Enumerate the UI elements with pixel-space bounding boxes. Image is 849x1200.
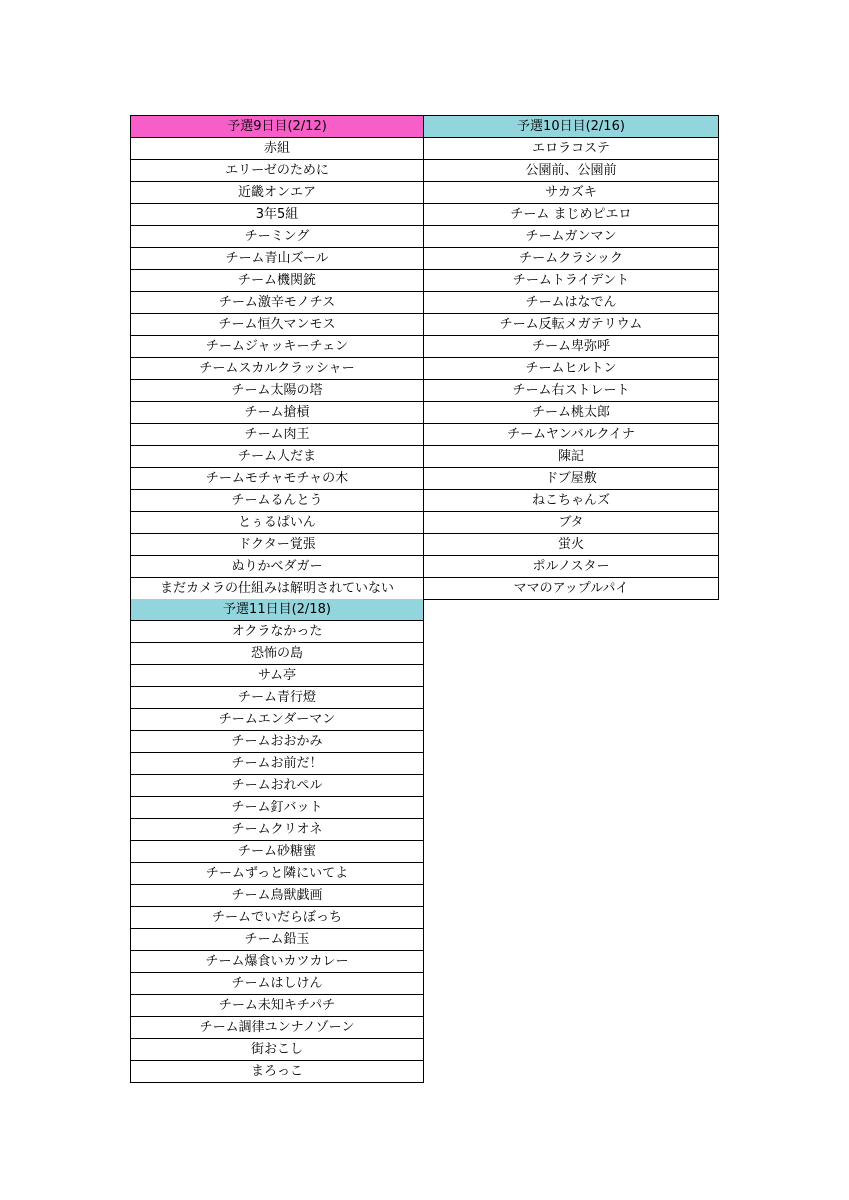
table-row xyxy=(424,468,719,490)
table-row xyxy=(131,182,424,204)
table-row xyxy=(424,358,719,380)
day9-table xyxy=(130,115,424,600)
table-row xyxy=(424,512,719,534)
team-name-cell: オクラなかった xyxy=(131,621,424,643)
table-row xyxy=(424,402,719,424)
team-name-cell: サカズキ xyxy=(424,182,719,204)
team-name-cell: チーム右ストレート xyxy=(424,380,719,402)
team-name-cell: ドブ屋敷 xyxy=(424,468,719,490)
table-row xyxy=(131,643,424,665)
team-name-cell: ドクター覚張 xyxy=(131,534,424,556)
table-row xyxy=(131,665,424,687)
table-row xyxy=(131,731,424,753)
team-name-cell: 蛍火 xyxy=(424,534,719,556)
team-name-cell: チームはなでん xyxy=(424,292,719,314)
table-row xyxy=(424,534,719,556)
team-name-cell: ブタ xyxy=(424,512,719,534)
team-name-cell: チーミング xyxy=(131,226,424,248)
table-row xyxy=(131,1017,424,1039)
team-name-cell: とぅるぱいん xyxy=(131,512,424,534)
team-name-cell: チームクラシック xyxy=(424,248,719,270)
team-name-cell: チームおれペル xyxy=(131,775,424,797)
team-name-cell: チーム鳥獣戯画 xyxy=(131,885,424,907)
day11-header: 予選11日目(2/18) xyxy=(131,599,424,621)
table-row xyxy=(131,687,424,709)
team-name-cell: チームモチャモチャの木 xyxy=(131,468,424,490)
table-row xyxy=(131,468,424,490)
team-name-cell: 3年5組 xyxy=(131,204,424,226)
team-name-cell: チーム搶槓 xyxy=(131,402,424,424)
table-row xyxy=(131,138,424,160)
day10-table xyxy=(424,115,719,600)
table-row xyxy=(131,226,424,248)
table-row xyxy=(131,907,424,929)
team-name-cell: チーム青行燈 xyxy=(131,687,424,709)
table-row xyxy=(131,973,424,995)
table-row xyxy=(131,424,424,446)
table-row xyxy=(131,292,424,314)
table-row xyxy=(424,578,719,600)
table-row xyxy=(424,292,719,314)
team-name-cell: ポルノスター xyxy=(424,556,719,578)
team-name-cell: チームガンマン xyxy=(424,226,719,248)
table-row xyxy=(131,863,424,885)
team-name-cell: チーム反転メガテリウム xyxy=(424,314,719,336)
team-name-cell: チームエンダーマン xyxy=(131,709,424,731)
team-name-cell: チーム桃太郎 xyxy=(424,402,719,424)
day11-table xyxy=(130,599,424,1083)
team-name-cell: チームはしけん xyxy=(131,973,424,995)
day10-team-list xyxy=(424,138,719,600)
team-name-cell: チーム調律ユンナノゾーン xyxy=(131,1017,424,1039)
table-row xyxy=(424,138,719,160)
table-row xyxy=(131,380,424,402)
table-row xyxy=(131,709,424,731)
table-row xyxy=(131,490,424,512)
table-row xyxy=(131,1039,424,1061)
table-row xyxy=(131,753,424,775)
team-name-cell: チーム青山ズール xyxy=(131,248,424,270)
team-name-cell: チーム人だま xyxy=(131,446,424,468)
table-row xyxy=(131,270,424,292)
table-row xyxy=(424,270,719,292)
team-name-cell: 恐怖の島 xyxy=(131,643,424,665)
table-row xyxy=(131,885,424,907)
table-row xyxy=(131,512,424,534)
team-name-cell: ぬりかべダガー xyxy=(131,556,424,578)
team-name-cell: チーム砂糖蜜 xyxy=(131,841,424,863)
table-row xyxy=(424,556,719,578)
team-name-cell: チーム機関銃 xyxy=(131,270,424,292)
table-row xyxy=(424,314,719,336)
day9-team-list xyxy=(131,138,424,600)
table-row xyxy=(131,534,424,556)
table-row xyxy=(131,556,424,578)
team-name-cell: チームでいだらぼっち xyxy=(131,907,424,929)
table-row xyxy=(424,336,719,358)
team-name-cell: まだカメラの仕組みは解明されていない xyxy=(131,578,424,600)
team-name-cell: チームクリオネ xyxy=(131,819,424,841)
team-name-cell: チーム肉王 xyxy=(131,424,424,446)
team-name-cell: チームトライデント xyxy=(424,270,719,292)
table-row xyxy=(131,204,424,226)
team-name-cell: 近畿オンエア xyxy=(131,182,424,204)
team-name-cell: エリーゼのために xyxy=(131,160,424,182)
day9-header: 予選9日目(2/12) xyxy=(131,116,424,138)
table-row xyxy=(424,380,719,402)
table-row xyxy=(131,578,424,600)
team-name-cell: チーム恒久マンモス xyxy=(131,314,424,336)
team-name-cell: チーム釘バット xyxy=(131,797,424,819)
team-name-cell: チームるんとう xyxy=(131,490,424,512)
team-name-cell: チーム卑弥呼 xyxy=(424,336,719,358)
team-name-cell: チームずっと隣にいてよ xyxy=(131,863,424,885)
team-name-cell: チームおおかみ xyxy=(131,731,424,753)
team-name-cell: 赤組 xyxy=(131,138,424,160)
team-name-cell: チーム未知キチパチ xyxy=(131,995,424,1017)
table-row xyxy=(131,446,424,468)
table-row xyxy=(131,621,424,643)
team-name-cell: チーム爆食いカツカレー xyxy=(131,951,424,973)
table-row xyxy=(424,204,719,226)
team-name-cell: ママのアップルパイ xyxy=(424,578,719,600)
table-row xyxy=(424,226,719,248)
day10-header: 予選10日目(2/16) xyxy=(424,116,719,138)
table-row xyxy=(131,995,424,1017)
table-row xyxy=(131,402,424,424)
team-name-cell: エロラコステ xyxy=(424,138,719,160)
team-name-cell: チームジャッキーチェン xyxy=(131,336,424,358)
table-row xyxy=(424,424,719,446)
table-row xyxy=(131,775,424,797)
table-row xyxy=(131,1061,424,1083)
team-name-cell: ねこちゃんズ xyxy=(424,490,719,512)
table-row xyxy=(131,841,424,863)
team-name-cell: チーム まじめピエロ xyxy=(424,204,719,226)
team-name-cell: サム亭 xyxy=(131,665,424,687)
team-name-cell: チーム太陽の塔 xyxy=(131,380,424,402)
team-name-cell: チームスカルクラッシャー xyxy=(131,358,424,380)
table-row xyxy=(424,248,719,270)
table-row xyxy=(131,819,424,841)
table-row xyxy=(131,314,424,336)
team-name-cell: チームヒルトン xyxy=(424,358,719,380)
table-row xyxy=(131,336,424,358)
team-name-cell: 街おこし xyxy=(131,1039,424,1061)
team-name-cell: 陳記 xyxy=(424,446,719,468)
table-row xyxy=(424,490,719,512)
table-row xyxy=(131,797,424,819)
table-row xyxy=(131,160,424,182)
table-row xyxy=(131,951,424,973)
team-name-cell: まろっこ xyxy=(131,1061,424,1083)
team-name-cell: チームお前だ！ xyxy=(131,753,424,775)
table-row xyxy=(131,358,424,380)
day11-team-list xyxy=(131,621,424,1083)
team-name-cell: チーム鉛玉 xyxy=(131,929,424,951)
table-row xyxy=(131,248,424,270)
team-name-cell: チーム激辛モノチス xyxy=(131,292,424,314)
team-name-cell: 公園前、公園前 xyxy=(424,160,719,182)
table-row xyxy=(131,929,424,951)
table-row xyxy=(424,446,719,468)
team-name-cell: チームヤンバルクイナ xyxy=(424,424,719,446)
table-row xyxy=(424,160,719,182)
table-row xyxy=(424,182,719,204)
